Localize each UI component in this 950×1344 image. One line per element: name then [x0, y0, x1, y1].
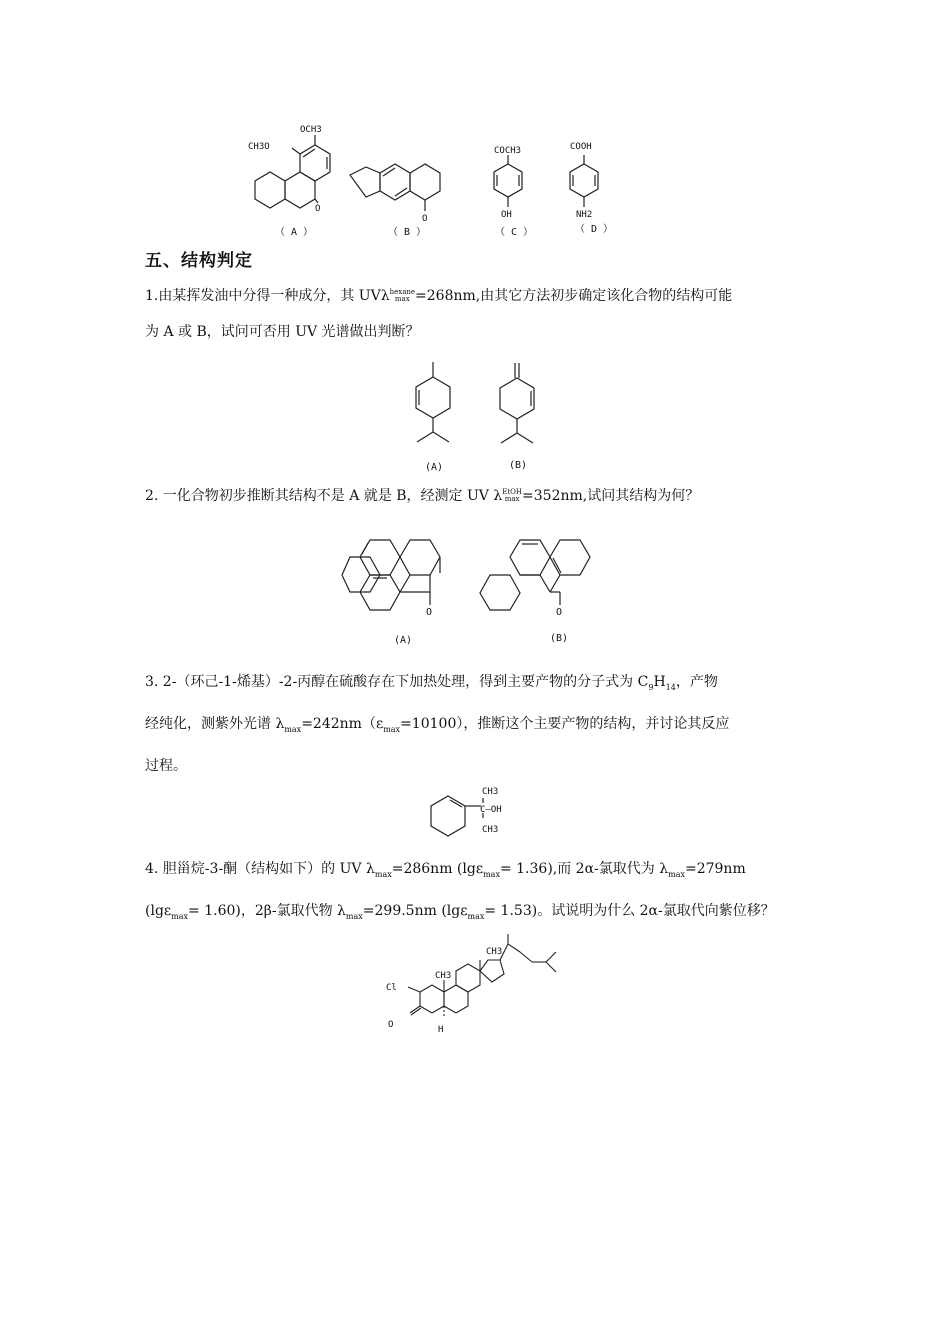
- question-2-structures: [340, 525, 620, 650]
- question-1-line2: 为 A 或 B，试问可否用 UV 光谱做出判断？: [145, 324, 420, 340]
- group-oh: OH: [501, 210, 512, 220]
- structure-a-middle-ring: [285, 172, 315, 208]
- group-o-b: O: [422, 214, 428, 224]
- q2-label-b: (B): [550, 633, 569, 644]
- q2-o-b: O: [556, 607, 563, 618]
- structure-b-aromatic-ring: [380, 164, 410, 200]
- q4-ch3-a: CH3: [486, 947, 503, 957]
- q3-c-oh: C—OH: [480, 805, 502, 815]
- q2-label-a: (A): [394, 635, 413, 646]
- structure-b-keto-ring: [410, 164, 440, 200]
- group-cooh: COOH: [570, 142, 592, 152]
- q2-o-a: O: [426, 607, 433, 618]
- group-och3: OCH3: [300, 125, 322, 135]
- top-structures-figure: [230, 115, 630, 240]
- label-c: （ C ）: [495, 227, 534, 238]
- q3-ch3-bottom: CH3: [482, 825, 499, 835]
- q1-label-b: (B): [509, 460, 528, 471]
- structure-d-ring: [570, 164, 598, 197]
- structure-c-ring: [494, 164, 522, 197]
- question-2-text: 2. 一化合物初步推断其结构不是 A 就是 B，经测定 UV λEtOH max =352nm,试问其结构为何？: [145, 488, 700, 504]
- group-o-a: O: [315, 204, 321, 214]
- q3-ch3-top: CH3: [482, 787, 499, 797]
- question-3-text: 3. 2-（环己-1-烯基）-2-丙醇在硫酸存在下加热处理，得到主要产物的分子式为 $C_9H_{14}$，产物 经纯化，测紫外光谱 $\lambda_{max}=242nm(\varepsilon_{max}=10100)$，推断这个主要产物的结构，并讨论其反应 过程。: [145, 674, 730, 774]
- group-nh2: NH2: [576, 210, 593, 220]
- question-4-text: 4. 胆甾烷-3-酮（结构如下）的 UV $\lambda_{max}=286nm$ (lgε$_{max}$= 1.36),而 2α-氯取代为 $\lambda_{max}=279nm$ (lgε$_{max}$= 1.60)，2β-氯取代物 $\lambda_{max}=299.5nm$ (lgε$_{max}$= 1.53)。试说明为什么 2α-氯取代向紫位移？: [145, 861, 775, 921]
- q4-o: O: [388, 1020, 394, 1030]
- structure-a-left-ring: [255, 172, 285, 208]
- label-d: （ D ）: [575, 224, 614, 235]
- q4-h: H: [438, 1025, 444, 1035]
- q4-cl: Cl: [386, 983, 397, 993]
- question-4-steroid-structure: [380, 930, 580, 1045]
- question-1-text: 1.由某挥发油中分得一种成分，其 UVλhexane max =268nm,由其它方法初步确定该化合物的结构可能 为 A 或 B，试问可否用 UV 光谱做出判断？: [145, 278, 825, 350]
- q1-label-a: (A): [425, 462, 444, 473]
- structure-a-aromatic-ring: [300, 145, 330, 181]
- q4-ch3-b: CH3: [435, 971, 452, 981]
- label-b: （ B ）: [388, 227, 427, 238]
- question-1-structures: [395, 360, 565, 478]
- label-a: （ A ）: [275, 227, 314, 238]
- structure-b-five-ring: [350, 167, 380, 197]
- question-3-structure: [425, 780, 535, 842]
- group-ch3o: CH3O: [248, 142, 270, 152]
- group-coch3: COCH3: [494, 146, 522, 156]
- section-heading: 五、结构判定: [145, 251, 253, 271]
